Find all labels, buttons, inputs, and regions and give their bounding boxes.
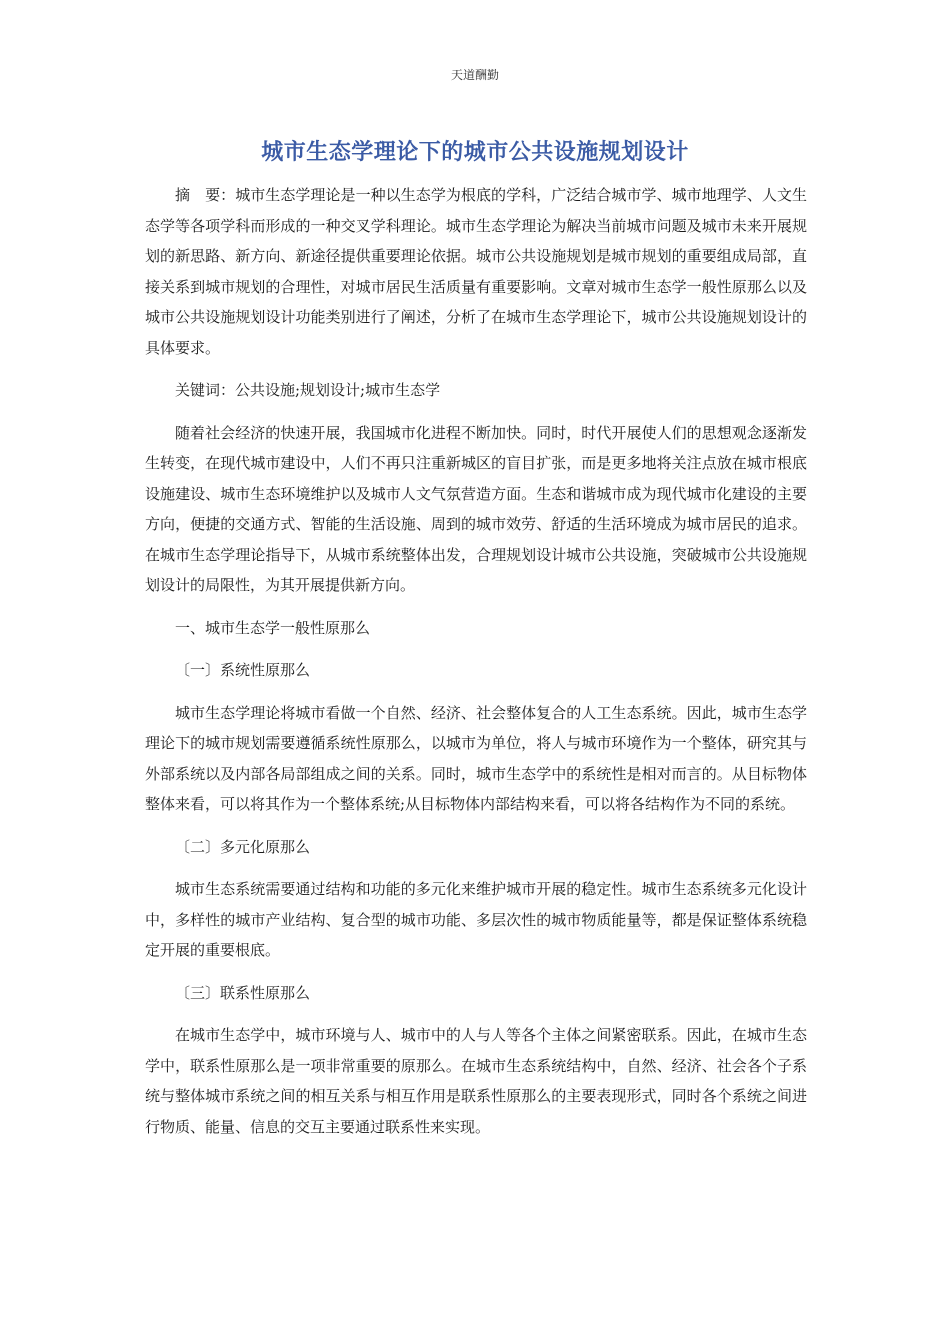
subsection-1-paragraph: 城市生态学理论将城市看做一个自然、经济、社会整体复合的人工生态系统。因此，城市生态学理论下的城市规划需要遵循系统性原那么，以城市为单位，将人与城市环境作为一个整体，研究其与外部系统以及内部各局部组成之间的关系。同时，城市生态学中的系统性是相对而言的。从目标物体整体来看，可以将其作为一个整体系统;从目标物体内部结构来看，可以将各结构作为不同的系统。 [145,703,807,813]
page-header: 天道酬勤 [450,68,499,82]
keywords-line: 关键词：公共设施;规划设计;城市生态学 [175,381,441,399]
document-body [145,180,807,1154]
intro-paragraph: 随着社会经济的快速开展，我国城市化进程不断加快。同时，时代开展使人们的思想观念逐渐发生转变，在现代城市建设中，人们不再只注重新城区的盲目扩张，而是更多地将关注点放在城市根底设施建设、城市生态环境维护以及城市人文气氛营造方面。生态和谐城市成为现代城市化建设的主要方向，便捷的交通方式、智能的生活设施、周到的城市效劳、舒适的生活环境成为城市居民的追求。在城市生态学理论指导下，从城市系统整体出发，合理规划设计城市公共设施，突破城市公共设施规划设计的局限性，为其开展提供新方向。 [145,423,807,594]
subsection-3-heading: 〔三〕联系性原那么 [175,983,311,1002]
subsection-3-paragraph: 在城市生态学中，城市环境与人、城市中的人与人等各个主体之间紧密联系。因此，在城市生态学中，联系性原那么是一项非常重要的原那么。在城市生态系统结构中，自然、经济、社会各个子系统与整体城市系统之间的相互关系与相互作用是联系性原那么的主要表现形式，同时各个系统之间进行物质、能量、信息的交互主要通过联系性来实现。 [145,1026,807,1136]
section-1-heading: 一、城市生态学一般性原那么 [175,618,371,637]
document-title: 城市生态学理论下的城市公共设施规划设计 [261,140,689,165]
abstract-paragraph: 摘 要：城市生态学理论是一种以生态学为根底的学科，广泛结合城市学、城市地理学、人文生态学等各项学科而形成的一种交叉学科理论。城市生态学理论为解决当前城市问题及城市未来开展规划的新思路、新方向、新途径提供重要理论依据。城市公共设施规划是城市规划的重要组成局部，直接关系到城市规划的合理性，对城市居民生活质量有重要影响。文章对城市生态学一般性原那么以及城市公共设施规划设计功能类别进行了阐述，分析了在城市生态学理论下，城市公共设施规划设计的具体要求。 [145,186,807,357]
subsection-2-paragraph: 城市生态系统需要通过结构和功能的多元化来维护城市开展的稳定性。城市生态系统多元化设计中，多样性的城市产业结构、复合型的城市功能、多层次性的城市物质能量等，都是保证整体系统稳定开展的重要根底。 [145,880,807,959]
subsection-2-heading: 〔二〕多元化原那么 [175,837,311,856]
subsection-1-heading: 〔一〕系统性原那么 [175,661,311,679]
